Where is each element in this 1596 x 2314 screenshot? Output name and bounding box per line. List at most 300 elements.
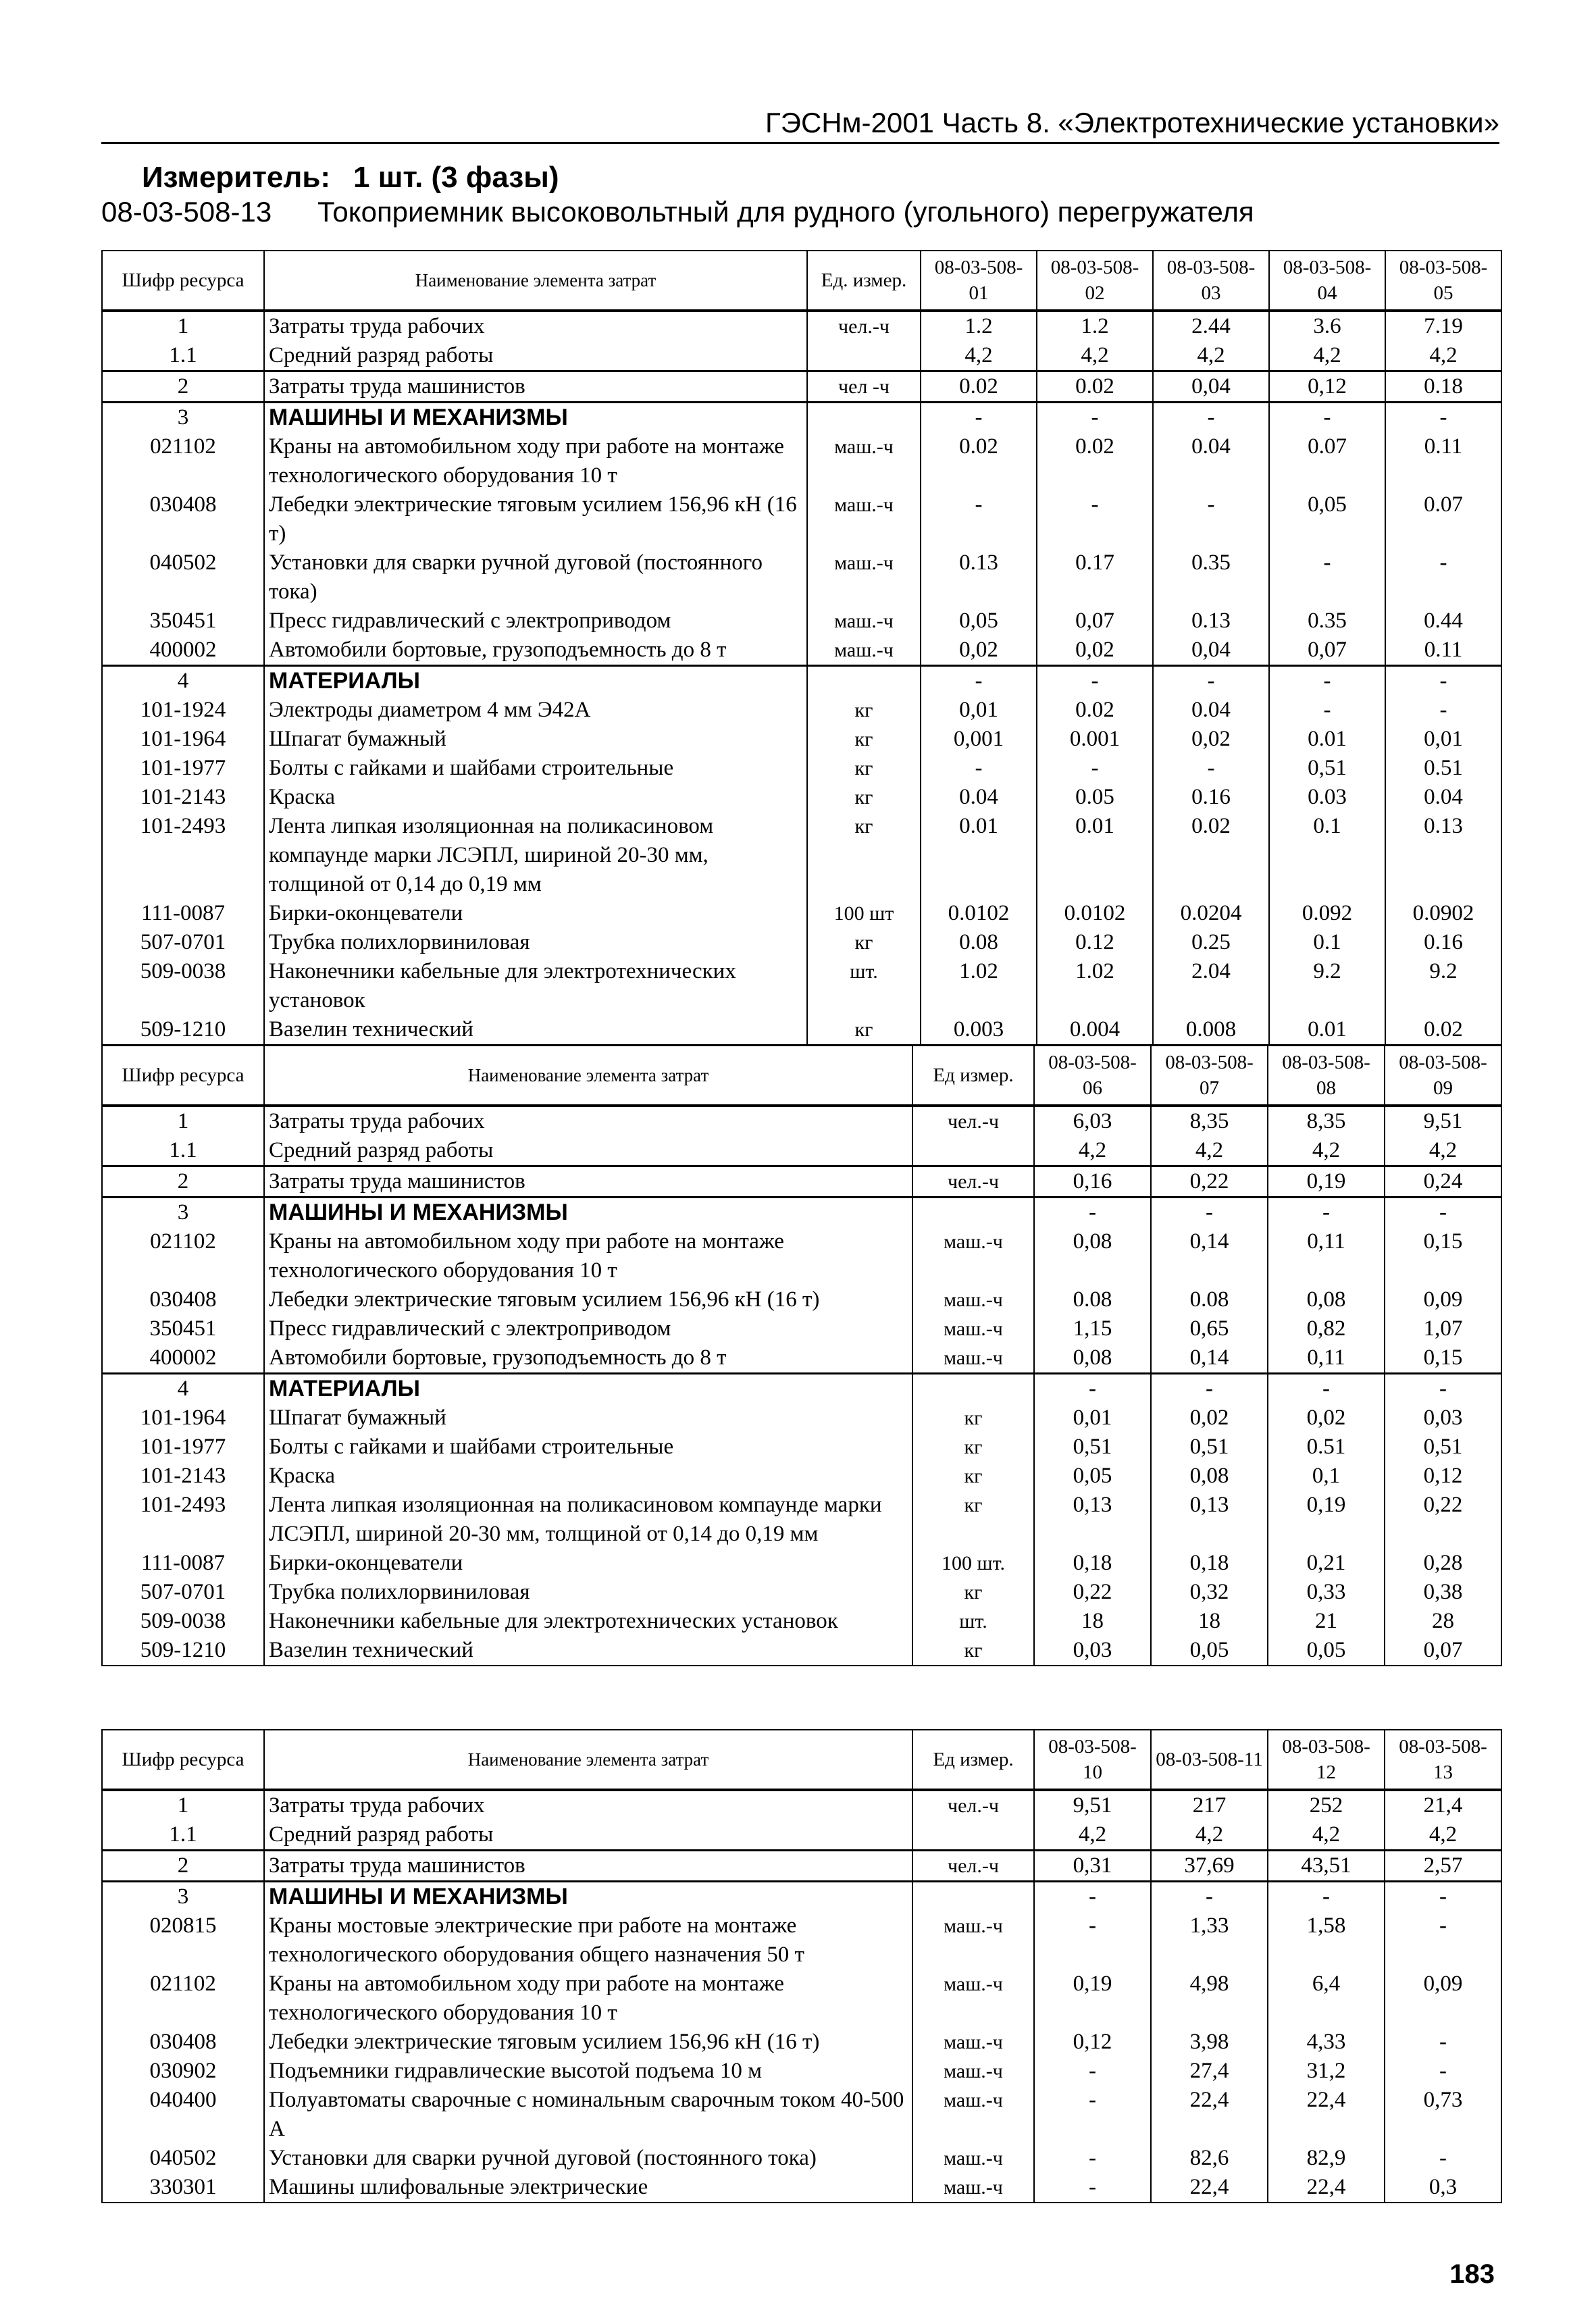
value-cell: 0.01	[1269, 725, 1385, 754]
unit-cell: маш.-ч	[912, 1911, 1034, 1970]
value-cell: 0,09	[1385, 1285, 1501, 1314]
resource-code: 509-1210	[102, 1636, 264, 1666]
value-cell: 4,2	[1385, 341, 1501, 371]
resource-code: 021102	[102, 432, 264, 490]
value-cell: 252	[1268, 1790, 1385, 1820]
resource-code: 040400	[102, 2086, 264, 2144]
resource-code: 1	[102, 311, 264, 341]
measure-label: Измеритель:	[142, 161, 331, 194]
value-cell: -	[921, 490, 1037, 548]
value-cell: 9,51	[1385, 1106, 1501, 1136]
unit-cell: кг	[807, 725, 921, 754]
cost-element-name: Автомобили бортовые, грузоподъемность до 8 т	[264, 636, 807, 666]
value-cell: 0,82	[1268, 1314, 1385, 1343]
value-cell: -	[1151, 1882, 1268, 1912]
cost-element-name: Затраты труда рабочих	[264, 311, 807, 341]
value-cell: -	[1385, 1374, 1501, 1404]
value-cell: -	[1268, 1198, 1385, 1228]
cost-element-name: МАТЕРИАЛЫ	[264, 1374, 912, 1404]
resource-code: 030408	[102, 1285, 264, 1314]
value-cell: 8,35	[1151, 1106, 1268, 1136]
value-cell: -	[1385, 403, 1501, 433]
resource-code: 400002	[102, 636, 264, 666]
value-cell: 0,08	[1268, 1285, 1385, 1314]
value-cell: 0.18	[1385, 371, 1501, 403]
table-row	[102, 1549, 1501, 1578]
value-cell: 2.44	[1153, 311, 1269, 341]
value-cell: 22,4	[1151, 2173, 1268, 2203]
section-row	[102, 1374, 1501, 1404]
value-cell: 4,2	[1151, 1820, 1268, 1851]
value-cell: 0.004	[1037, 1015, 1153, 1045]
value-cell: 0.008	[1153, 1015, 1269, 1045]
value-cell: 0.1	[1269, 928, 1385, 957]
cost-element-name: Краска	[264, 783, 807, 812]
cost-element-name: Лебедки электрические тяговым усилием 156,96 кН (16 т)	[264, 2028, 912, 2057]
value-cell: 0,03	[1385, 1404, 1501, 1433]
value-cell: 3,98	[1151, 2028, 1268, 2057]
cost-element-name: Автомобили бортовые, грузоподъемность до 8 т	[264, 1343, 912, 1374]
value-cell: -	[1034, 1374, 1151, 1404]
table-row	[102, 812, 1501, 899]
value-cell: -	[1268, 1882, 1385, 1912]
table-row	[102, 311, 1501, 341]
table-row	[102, 1607, 1501, 1636]
table-row	[102, 1166, 1501, 1198]
unit-cell	[807, 666, 921, 696]
value-cell: -	[1385, 696, 1501, 725]
value-cell: 0,12	[1385, 1462, 1501, 1491]
value-cell: 0,33	[1268, 1578, 1385, 1607]
value-cell: -	[1034, 1882, 1151, 1912]
unit-cell: кг	[912, 1462, 1034, 1491]
value-cell: 0.11	[1385, 432, 1501, 490]
value-cell: 0,21	[1268, 1549, 1385, 1578]
value-cell: 0.04	[1153, 696, 1269, 725]
table-row	[102, 636, 1501, 666]
value-cell: 22,4	[1268, 2086, 1385, 2144]
value-cell: 1.2	[921, 311, 1037, 341]
unit-cell: кг	[912, 1491, 1034, 1549]
value-cell: 0,28	[1385, 1549, 1501, 1578]
cost-element-name: Вазелин технический	[264, 1015, 807, 1045]
value-cell: -	[1037, 490, 1153, 548]
header-col: 08-03-508-04	[1269, 251, 1385, 311]
value-cell: 0.01	[921, 812, 1037, 899]
value-cell: 0.02	[1385, 1015, 1501, 1045]
value-cell: 0,05	[1034, 1462, 1151, 1491]
value-cell: -	[1034, 1198, 1151, 1228]
value-cell: 28	[1385, 1607, 1501, 1636]
table-row	[102, 2173, 1501, 2203]
page-number: 183	[1449, 2259, 1495, 2289]
table-row	[102, 548, 1501, 607]
header-col: 08-03-508-09	[1385, 1046, 1501, 1106]
value-cell: -	[1153, 754, 1269, 783]
table-row	[102, 899, 1501, 928]
header-code: Шифр ресурса	[102, 1730, 264, 1790]
resource-code: 101-2143	[102, 783, 264, 812]
unit-cell: маш.-ч	[912, 1227, 1034, 1285]
table-header-row	[102, 1730, 1501, 1790]
value-cell: 0,19	[1268, 1491, 1385, 1549]
header-col: 08-03-508-02	[1037, 251, 1153, 311]
value-cell: 0.13	[1153, 607, 1269, 636]
table-row	[102, 341, 1501, 371]
value-cell: -	[921, 754, 1037, 783]
value-cell: -	[1385, 2144, 1501, 2173]
value-cell: 0,3	[1385, 2173, 1501, 2203]
resource-code: 1.1	[102, 341, 264, 371]
value-cell: 0.25	[1153, 928, 1269, 957]
header-col: 08-03-508-08	[1268, 1046, 1385, 1106]
cost-element-name: Затраты труда машинистов	[264, 1851, 912, 1882]
table-row	[102, 957, 1501, 1015]
value-cell: -	[1153, 490, 1269, 548]
table-header-row	[102, 251, 1501, 311]
cost-element-name: Болты с гайками и шайбами строительные	[264, 754, 807, 783]
cost-element-name: Средний разряд работы	[264, 1136, 912, 1166]
cost-element-name: Бирки-оконцеватели	[264, 1549, 912, 1578]
table-row	[102, 1851, 1501, 1882]
cost-element-name: Краны на автомобильном ходу при работе на монтаже технологического оборудования 10 т	[264, 432, 807, 490]
unit-cell: чел.-ч	[912, 1790, 1034, 1820]
cost-element-name: Вазелин технический	[264, 1636, 912, 1666]
value-cell: 0,19	[1268, 1166, 1385, 1198]
unit-cell: маш.-ч	[912, 1970, 1034, 2028]
unit-cell: чел.-ч	[912, 1851, 1034, 1882]
resource-code: 101-2493	[102, 812, 264, 899]
header-col: 08-03-508-03	[1153, 251, 1269, 311]
unit-cell: маш.-ч	[912, 2173, 1034, 2203]
value-cell: 0.04	[921, 783, 1037, 812]
unit-cell: чел.-ч	[912, 1106, 1034, 1136]
value-cell: 0,22	[1385, 1491, 1501, 1549]
header-col: 08-03-508-01	[921, 251, 1037, 311]
unit-cell: маш.-ч	[912, 1285, 1034, 1314]
value-cell: 27,4	[1151, 2057, 1268, 2086]
unit-cell: маш.-ч	[807, 490, 921, 548]
value-cell: 0,11	[1268, 1343, 1385, 1374]
cost-element-name: Лебедки электрические тяговым усилием 156,96 кН (16 т)	[264, 1285, 912, 1314]
table-row	[102, 1227, 1501, 1285]
unit-cell: шт.	[912, 1607, 1034, 1636]
resource-code: 350451	[102, 607, 264, 636]
value-cell: 0,02	[1268, 1404, 1385, 1433]
value-cell: 1,58	[1268, 1911, 1385, 1970]
value-cell: 0.08	[1151, 1285, 1268, 1314]
value-cell: -	[1385, 2057, 1501, 2086]
resource-code: 509-1210	[102, 1015, 264, 1045]
value-cell: -	[1385, 548, 1501, 607]
unit-cell: 100 шт	[807, 899, 921, 928]
resource-code: 4	[102, 1374, 264, 1404]
unit-cell: кг	[912, 1404, 1034, 1433]
cost-element-name: Краска	[264, 1462, 912, 1491]
cost-element-name: Установки для сварки ручной дуговой (постоянного тока)	[264, 2144, 912, 2173]
resource-code: 021102	[102, 1970, 264, 2028]
value-cell: 22,4	[1151, 2086, 1268, 2144]
norms-table-3	[101, 1729, 1502, 2203]
value-cell: 0.01	[1037, 812, 1153, 899]
value-cell: 1.02	[921, 957, 1037, 1015]
cost-element-name: Краны на автомобильном ходу при работе на монтаже технологического оборудования 10 т	[264, 1227, 912, 1285]
value-cell: -	[1268, 1374, 1385, 1404]
unit-cell: кг	[807, 1015, 921, 1045]
value-cell: 0,51	[1385, 1433, 1501, 1462]
value-cell: 0,02	[1153, 725, 1269, 754]
value-cell: 0.092	[1269, 899, 1385, 928]
value-cell: 3.6	[1269, 311, 1385, 341]
cost-element-name: МАШИНЫ И МЕХАНИЗМЫ	[264, 403, 807, 433]
unit-cell: кг	[912, 1578, 1034, 1607]
value-cell: 0.44	[1385, 607, 1501, 636]
table-row	[102, 1462, 1501, 1491]
value-cell: 0,19	[1034, 1970, 1151, 2028]
resource-code: 101-1964	[102, 725, 264, 754]
cost-element-name: Затраты труда рабочих	[264, 1106, 912, 1136]
unit-cell: кг	[807, 696, 921, 725]
value-cell: 0,08	[1034, 1343, 1151, 1374]
measure-line	[142, 161, 559, 195]
value-cell: -	[1034, 2086, 1151, 2144]
cost-element-name: Установки для сварки ручной дуговой (постоянного тока)	[264, 548, 807, 607]
value-cell: 0.04	[1153, 432, 1269, 490]
cost-element-name: МАШИНЫ И МЕХАНИЗМЫ	[264, 1882, 912, 1912]
cost-element-name: Наконечники кабельные для электротехнических установок	[264, 957, 807, 1015]
value-cell: 0.17	[1037, 548, 1153, 607]
unit-cell: маш.-ч	[912, 1314, 1034, 1343]
value-cell: 0,31	[1034, 1851, 1151, 1882]
resource-code: 3	[102, 1882, 264, 1912]
value-cell: 0,38	[1385, 1578, 1501, 1607]
resource-code: 030902	[102, 2057, 264, 2086]
table-row	[102, 2144, 1501, 2173]
value-cell: 18	[1151, 1607, 1268, 1636]
cost-element-name: Наконечники кабельные для электротехнических установок	[264, 1607, 912, 1636]
cost-element-name: Трубка полихлорвиниловая	[264, 928, 807, 957]
value-cell: 1,07	[1385, 1314, 1501, 1343]
unit-cell: маш.-ч	[807, 548, 921, 607]
table-row	[102, 928, 1501, 957]
value-cell: 4,2	[1153, 341, 1269, 371]
resource-code: 040502	[102, 2144, 264, 2173]
cost-element-name: Болты с гайками и шайбами строительные	[264, 1433, 912, 1462]
table-row	[102, 490, 1501, 548]
cost-element-name: Затраты труда рабочих	[264, 1790, 912, 1820]
value-cell: 0,13	[1034, 1491, 1151, 1549]
value-cell: 0,03	[1034, 1636, 1151, 1666]
cost-element-name: Пресс гидравлический с электроприводом	[264, 607, 807, 636]
value-cell: 0.003	[921, 1015, 1037, 1045]
value-cell: 0.05	[1037, 783, 1153, 812]
resource-code: 021102	[102, 1227, 264, 1285]
table-row	[102, 1106, 1501, 1136]
value-cell: 0,07	[1269, 636, 1385, 666]
table-row	[102, 1970, 1501, 2028]
resource-code: 111-0087	[102, 899, 264, 928]
table-row	[102, 1491, 1501, 1549]
value-cell: 0,08	[1151, 1462, 1268, 1491]
unit-cell: маш.-ч	[912, 2057, 1034, 2086]
header-col: 08-03-508-10	[1034, 1730, 1151, 1790]
header-name: Наименование элемента затрат	[264, 1730, 912, 1790]
value-cell: 1,33	[1151, 1911, 1268, 1970]
value-cell: 0,07	[1037, 607, 1153, 636]
cost-element-name: МАШИНЫ И МЕХАНИЗМЫ	[264, 1198, 912, 1228]
table-row	[102, 1790, 1501, 1820]
table-row	[102, 1285, 1501, 1314]
value-cell: 0,001	[921, 725, 1037, 754]
value-cell: 0.01	[1269, 1015, 1385, 1045]
table-row	[102, 1404, 1501, 1433]
section-row	[102, 403, 1501, 433]
resource-code: 2	[102, 371, 264, 403]
resource-code: 3	[102, 403, 264, 433]
unit-cell: 100 шт.	[912, 1549, 1034, 1578]
value-cell: 0,18	[1034, 1549, 1151, 1578]
value-cell: 0,01	[1385, 725, 1501, 754]
cost-element-name: Полуавтоматы сварочные с номинальным сварочным током 40-500 А	[264, 2086, 912, 2144]
value-cell: 0,05	[921, 607, 1037, 636]
unit-cell: кг	[912, 1636, 1034, 1666]
value-cell: 4,98	[1151, 1970, 1268, 2028]
table-row	[102, 1136, 1501, 1166]
value-cell: 0.02	[921, 432, 1037, 490]
value-cell: -	[1151, 1198, 1268, 1228]
resource-code: 101-2143	[102, 1462, 264, 1491]
table-row	[102, 1433, 1501, 1462]
header-unit: Ед. измер.	[807, 251, 921, 311]
value-cell: 1,15	[1034, 1314, 1151, 1343]
value-cell: 0,22	[1151, 1166, 1268, 1198]
value-cell: 4,2	[1034, 1136, 1151, 1166]
value-cell: 0.07	[1269, 432, 1385, 490]
value-cell: 0.02	[1037, 696, 1153, 725]
resource-code: 1	[102, 1790, 264, 1820]
table-row	[102, 371, 1501, 403]
item-title: Токоприемник высоковольтный для рудного (угольного) перегружателя	[317, 196, 1254, 228]
table-row	[102, 1636, 1501, 1666]
value-cell: 0,05	[1151, 1636, 1268, 1666]
value-cell: 0.02	[1037, 432, 1153, 490]
table-header-row	[102, 1046, 1501, 1106]
resource-code: 507-0701	[102, 1578, 264, 1607]
value-cell: 9.2	[1385, 957, 1501, 1015]
value-cell: 0,02	[1037, 636, 1153, 666]
cost-element-name: Машины шлифовальные электрические	[264, 2173, 912, 2203]
value-cell: 0,16	[1034, 1166, 1151, 1198]
value-cell: 0.1	[1269, 812, 1385, 899]
value-cell: 0,14	[1151, 1343, 1268, 1374]
table-row	[102, 783, 1501, 812]
value-cell: 18	[1034, 1607, 1151, 1636]
value-cell: 0.04	[1385, 783, 1501, 812]
table-row	[102, 1015, 1501, 1045]
header-unit: Ед измер.	[912, 1730, 1034, 1790]
resource-code: 1.1	[102, 1136, 264, 1166]
unit-cell: кг	[807, 812, 921, 899]
resource-code: 400002	[102, 1343, 264, 1374]
value-cell: -	[1385, 2028, 1501, 2057]
value-cell: 0.08	[1034, 1285, 1151, 1314]
resource-code: 101-2493	[102, 1491, 264, 1549]
value-cell: 0,13	[1151, 1491, 1268, 1549]
value-cell: 4,2	[1385, 1820, 1501, 1851]
value-cell: 0.16	[1153, 783, 1269, 812]
value-cell: 4,2	[1151, 1136, 1268, 1166]
unit-cell: шт.	[807, 957, 921, 1015]
value-cell: 0.13	[921, 548, 1037, 607]
table-row	[102, 2057, 1501, 2086]
resource-code: 3	[102, 1198, 264, 1228]
value-cell: 7.19	[1385, 311, 1501, 341]
header-col: 08-03-508-06	[1034, 1046, 1151, 1106]
value-cell: 0.51	[1268, 1433, 1385, 1462]
value-cell: -	[1034, 2144, 1151, 2173]
value-cell: 0.08	[921, 928, 1037, 957]
value-cell: 4,2	[1268, 1820, 1385, 1851]
value-cell: 4,2	[1034, 1820, 1151, 1851]
table-row	[102, 696, 1501, 725]
value-cell: -	[921, 666, 1037, 696]
value-cell: 1.02	[1037, 957, 1153, 1015]
value-cell: -	[1385, 666, 1501, 696]
resource-code: 101-1977	[102, 754, 264, 783]
value-cell: -	[1151, 1374, 1268, 1404]
value-cell: 8,35	[1268, 1106, 1385, 1136]
value-cell: 0,14	[1151, 1227, 1268, 1285]
value-cell: -	[1034, 2173, 1151, 2203]
value-cell: -	[1037, 403, 1153, 433]
unit-cell	[807, 341, 921, 371]
unit-cell: маш.-ч	[912, 1343, 1034, 1374]
table-row	[102, 1820, 1501, 1851]
header-col: 08-03-508-11	[1151, 1730, 1268, 1790]
unit-cell: кг	[912, 1433, 1034, 1462]
unit-cell: кг	[807, 754, 921, 783]
value-cell: 0,15	[1385, 1343, 1501, 1374]
table-row	[102, 1343, 1501, 1374]
value-cell: 82,6	[1151, 2144, 1268, 2173]
value-cell: 0,18	[1151, 1549, 1268, 1578]
value-cell: 0,05	[1268, 1636, 1385, 1666]
section-row	[102, 1198, 1501, 1228]
resource-code: 040502	[102, 548, 264, 607]
value-cell: 0.02	[921, 371, 1037, 403]
unit-cell: маш.-ч	[807, 432, 921, 490]
unit-cell: маш.-ч	[912, 2028, 1034, 2057]
page-header	[101, 108, 1499, 144]
value-cell: 6,03	[1034, 1106, 1151, 1136]
resource-code: 030408	[102, 2028, 264, 2057]
unit-cell: маш.-ч	[807, 636, 921, 666]
table-row	[102, 432, 1501, 490]
value-cell: -	[1269, 666, 1385, 696]
resource-code: 2	[102, 1166, 264, 1198]
value-cell: 0.001	[1037, 725, 1153, 754]
value-cell: 0,73	[1385, 2086, 1501, 2144]
value-cell: 4,2	[921, 341, 1037, 371]
resource-code: 330301	[102, 2173, 264, 2203]
value-cell: 0,01	[1034, 1404, 1151, 1433]
value-cell: 0,22	[1034, 1578, 1151, 1607]
cost-element-name: Лента липкая изоляционная на поликасиновом компаунде марки ЛСЭПЛ, шириной 20-30 мм, толщиной от 0,14 до 0,19 мм	[264, 1491, 912, 1549]
unit-cell	[912, 1198, 1034, 1228]
cost-element-name: Трубка полихлорвиниловая	[264, 1578, 912, 1607]
value-cell: 0,15	[1385, 1227, 1501, 1285]
value-cell: -	[1385, 1198, 1501, 1228]
